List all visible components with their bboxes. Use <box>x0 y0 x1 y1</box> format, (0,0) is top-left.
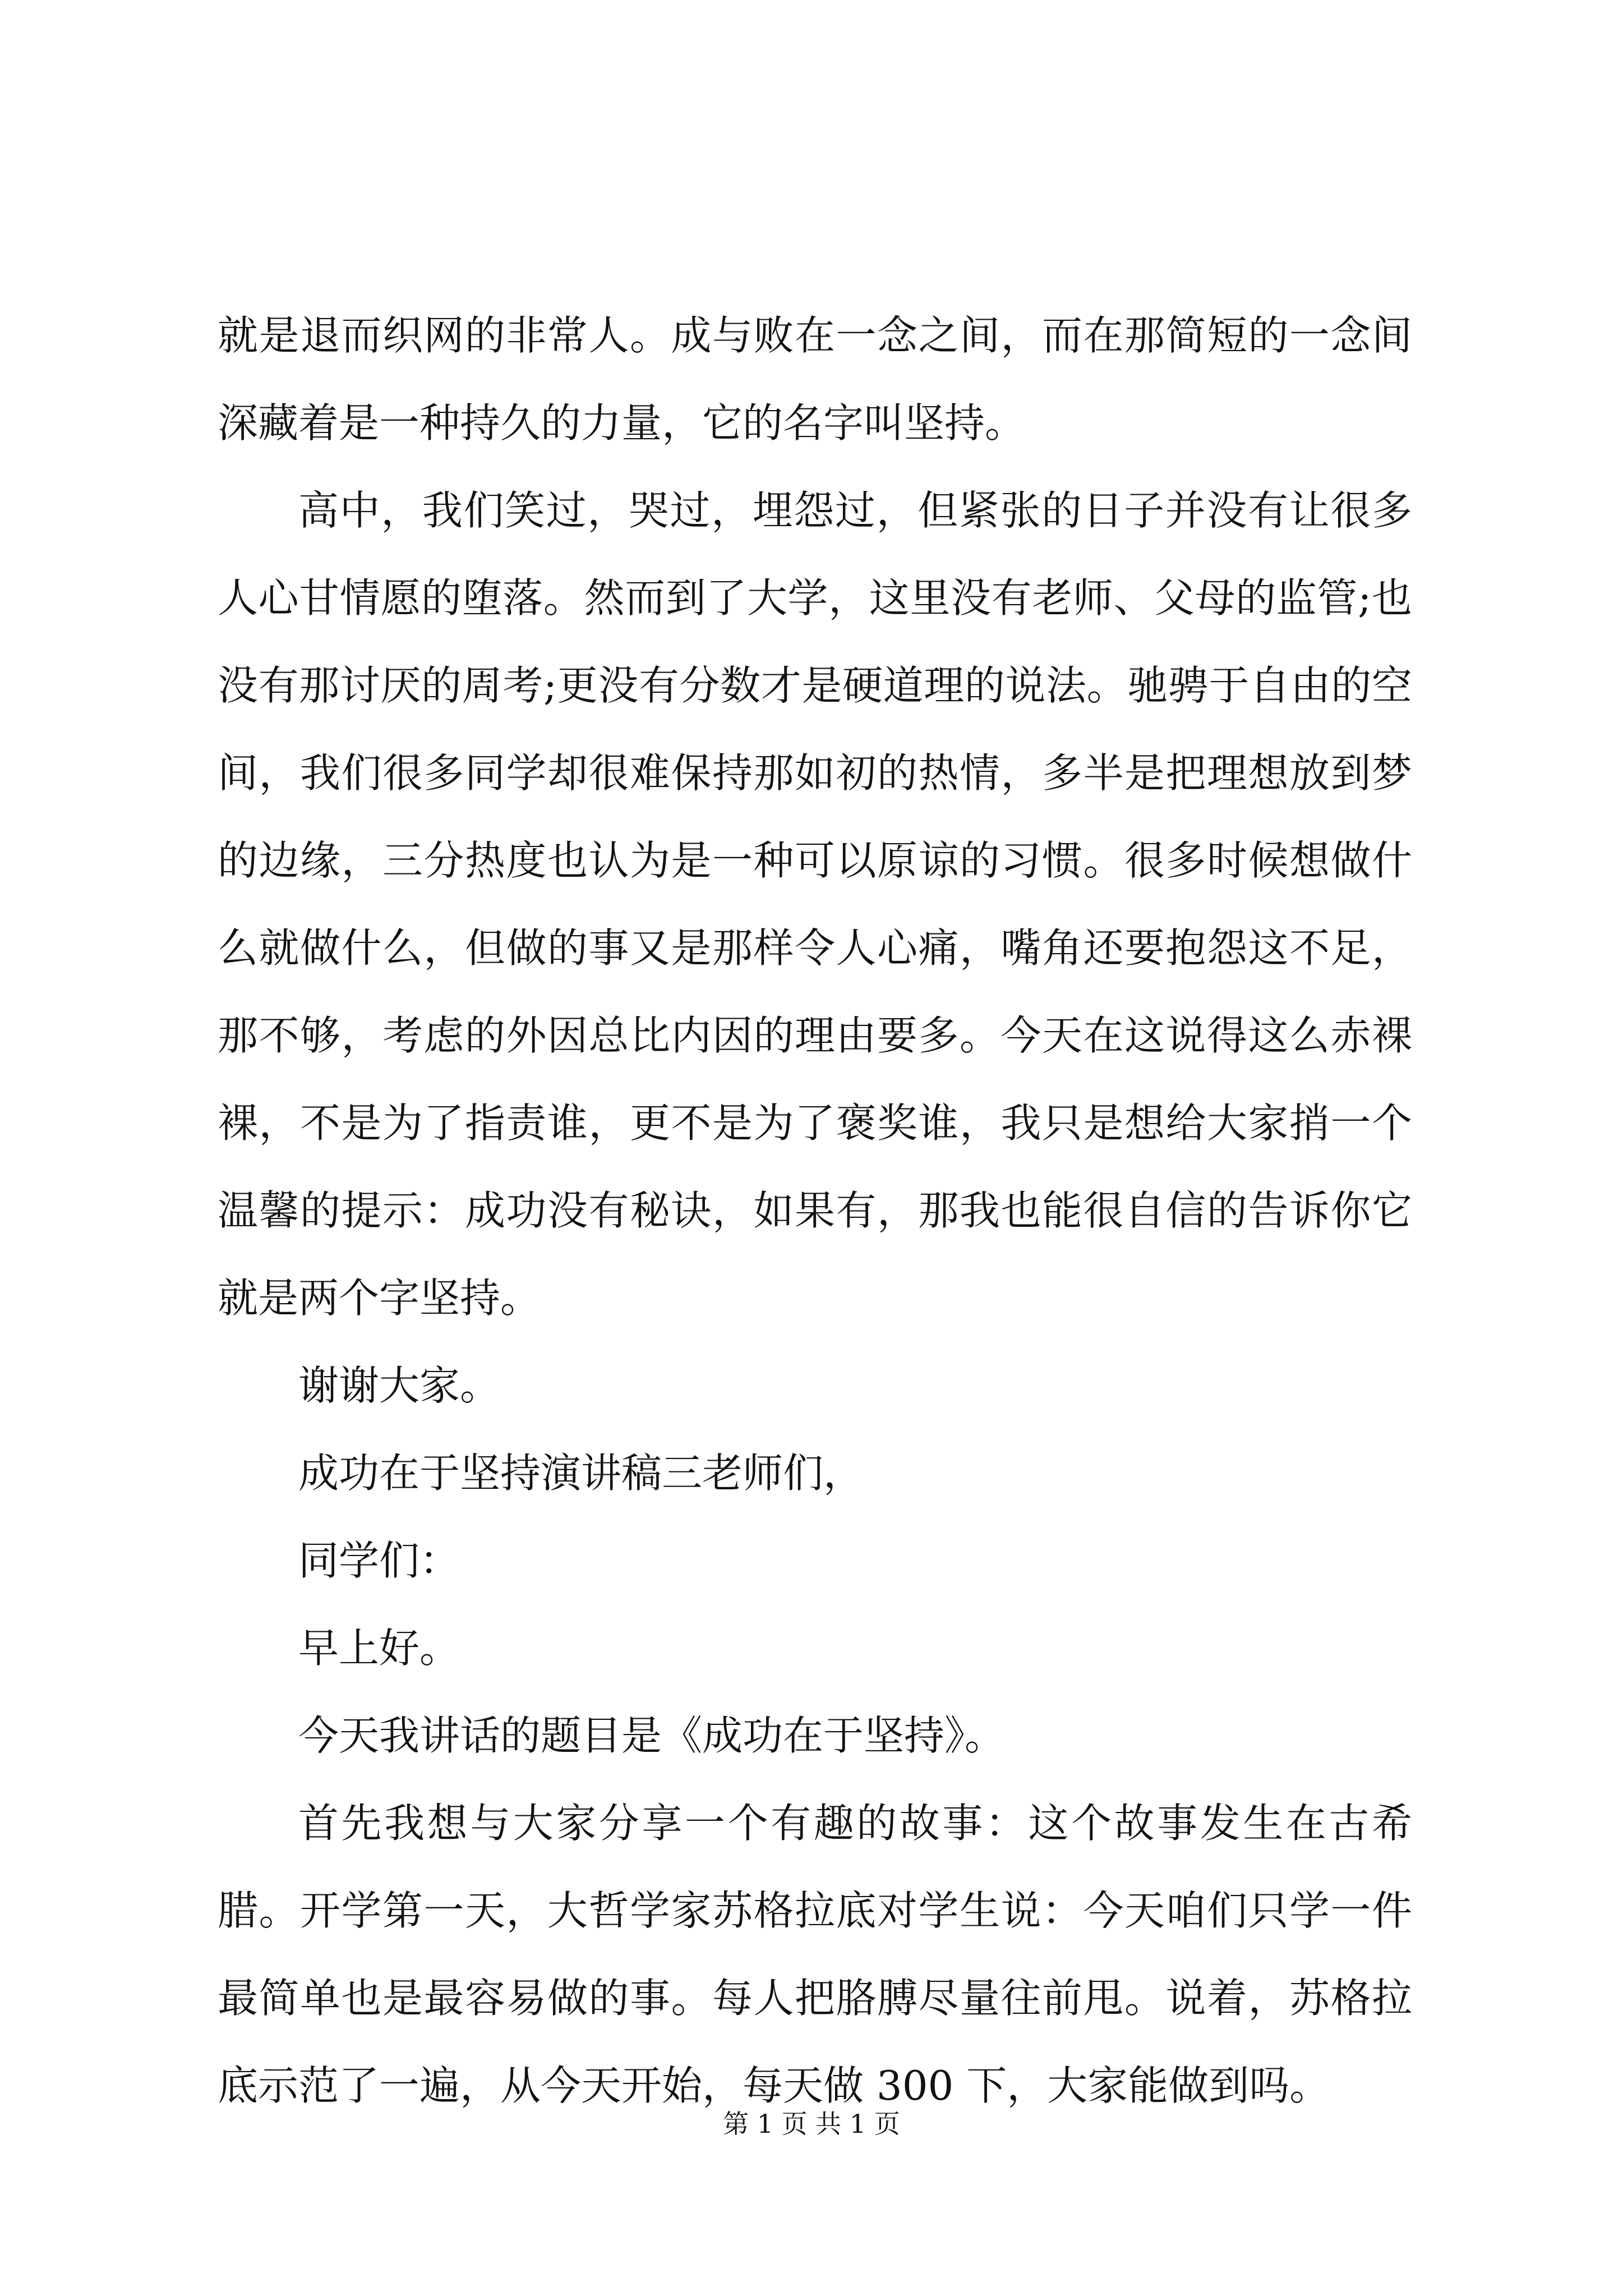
paragraph-topic: 今天我讲话的题目是《成功在于坚持》。 <box>298 1712 1006 1759</box>
paragraph-good-morning: 早上好。 <box>298 1625 460 1672</box>
document-body <box>218 292 1412 2129</box>
page-footer: 第 1 页 共 1 页 <box>723 2109 900 2139</box>
paragraph-greeting-students: 同学们： <box>298 1537 460 1584</box>
paragraph-continuation: 就是退而织网的非常人。成与败在一念之间，而在那简短的一念间深藏着是一种持久的力量，它的名字叫坚持。 <box>218 312 1412 447</box>
paragraph-speech-title: 成功在于坚持演讲稿三老师们， <box>298 1450 864 1497</box>
paragraph-story: 首先我想与大家分享一个有趣的故事：这个故事发生在古希腊。开学第一天，大哲学家苏格拉底对学生说：今天咱们只学一件最简单也是最容易做的事。每人把胳膊尽量往前甩。说着，苏格拉底示范了一遍，从今天开始，每天做 300 下，大家能做到吗。 <box>218 1800 1412 2109</box>
paragraph-thanks: 谢谢大家。 <box>298 1362 501 1409</box>
paragraph-high-school: 高中，我们笑过，哭过，埋怨过，但紧张的日子并没有让很多人心甘情愿的堕落。然而到了大学，这里没有老师、父母的监管;也没有那讨厌的周考;更没有分数才是硬道理的说法。驰骋于自由的空间，我们很多同学却很难保持那如初的热情，多半是把理想放到梦的边缘，三分热度也认为是一种可以原谅的习惯。很多时候想做什么就做什么，但做的事又是那样令人心痛，嘴角还要抱怨这不足，那不够，考虑的外因总比内因的理由要多。今天在这说得这么赤裸裸，不是为了指责谁，更不是为了褒奖谁，我只是想给大家捎一个温馨的提示：成功没有秘诀，如果有，那我也能很自信的告诉你它就是两个字坚持。 <box>218 487 1412 1322</box>
